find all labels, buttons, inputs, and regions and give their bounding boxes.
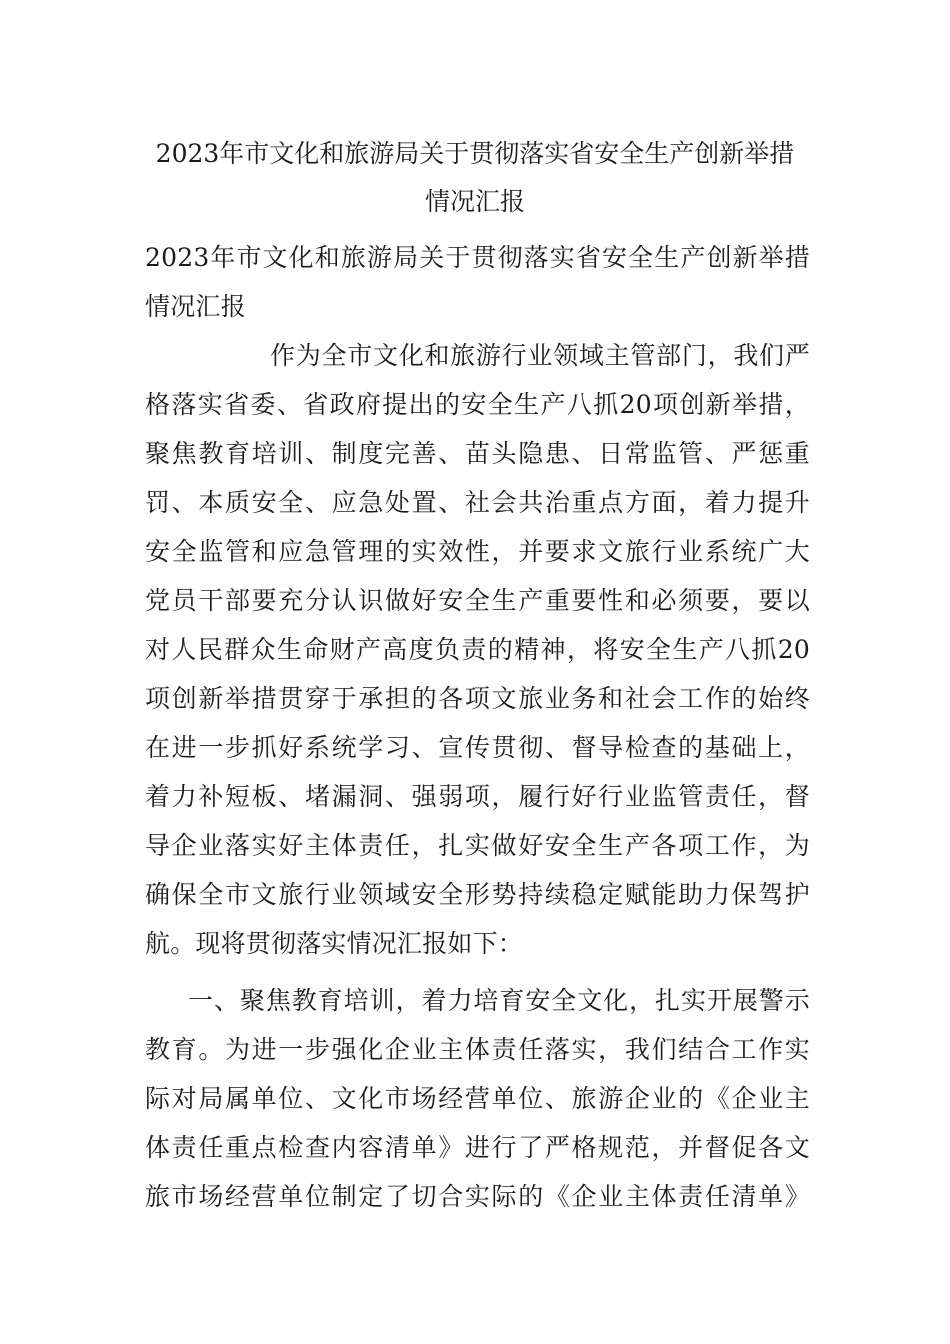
paragraph-line: 航。现将贯彻落实情况汇报如下： [145, 929, 524, 958]
document-title-line-1: 2023年市文化和旅游局关于贯彻落实省安全生产创新举措 [155, 139, 795, 168]
paragraph-line: 一、聚焦教育培训，着力培育安全文化，扎实开展警示 [188, 986, 810, 1015]
paragraph-line: 罚、本质安全、应急处置、社会共治重点方面，着力提升 [145, 488, 810, 517]
paragraph-line: 教育。为进一步强化企业主体责任落实，我们结合工作实 [145, 1035, 810, 1064]
paragraph-line: 旅市场经营单位制定了切合实际的《企业主体责任清单》 [145, 1182, 810, 1211]
paragraph-line: 安全监管和应急管理的实效性，并要求文旅行业系统广大 [145, 537, 810, 566]
repeated-title-line-1: 2023年市文化和旅游局关于贯彻落实省安全生产创新举措 [145, 243, 810, 272]
paragraph-line: 对人民群众生命财产高度负责的精神，将安全生产八抓20 [145, 635, 810, 664]
paragraph-line: 聚焦教育培训、制度完善、苗头隐患、日常监管、严惩重 [145, 439, 810, 468]
repeated-title-line-2: 情况汇报 [145, 292, 246, 321]
paragraph-line: 党员干部要充分认识做好安全生产重要性和必须要，要以 [145, 586, 810, 615]
paragraph-line: 着力补短板、堵漏洞、强弱项，履行好行业监管责任，督 [145, 782, 810, 811]
document-title-line-2: 情况汇报 [424, 187, 525, 216]
paragraph-line: 确保全市文旅行业领域安全形势持续稳定赋能助力保驾护 [145, 880, 810, 909]
paragraph-line: 格落实省委、省政府提出的安全生产八抓20项创新举措， [145, 390, 810, 419]
paragraph-line: 在进一步抓好系统学习、宣传贯彻、督导检查的基础上， [145, 733, 810, 762]
paragraph-line: 导企业落实好主体责任，扎实做好安全生产各项工作，为 [145, 831, 810, 860]
paragraph-line: 项创新举措贯穿于承担的各项文旅业务和社会工作的始终 [145, 684, 810, 713]
paragraph-line: 体责任重点检查内容清单》进行了严格规范，并督促各文 [145, 1133, 810, 1162]
paragraph-line: 作为全市文化和旅游行业领域主管部门，我们严 [270, 341, 810, 370]
paragraph-line: 际对局属单位、文化市场经营单位、旅游企业的《企业主 [145, 1084, 810, 1113]
